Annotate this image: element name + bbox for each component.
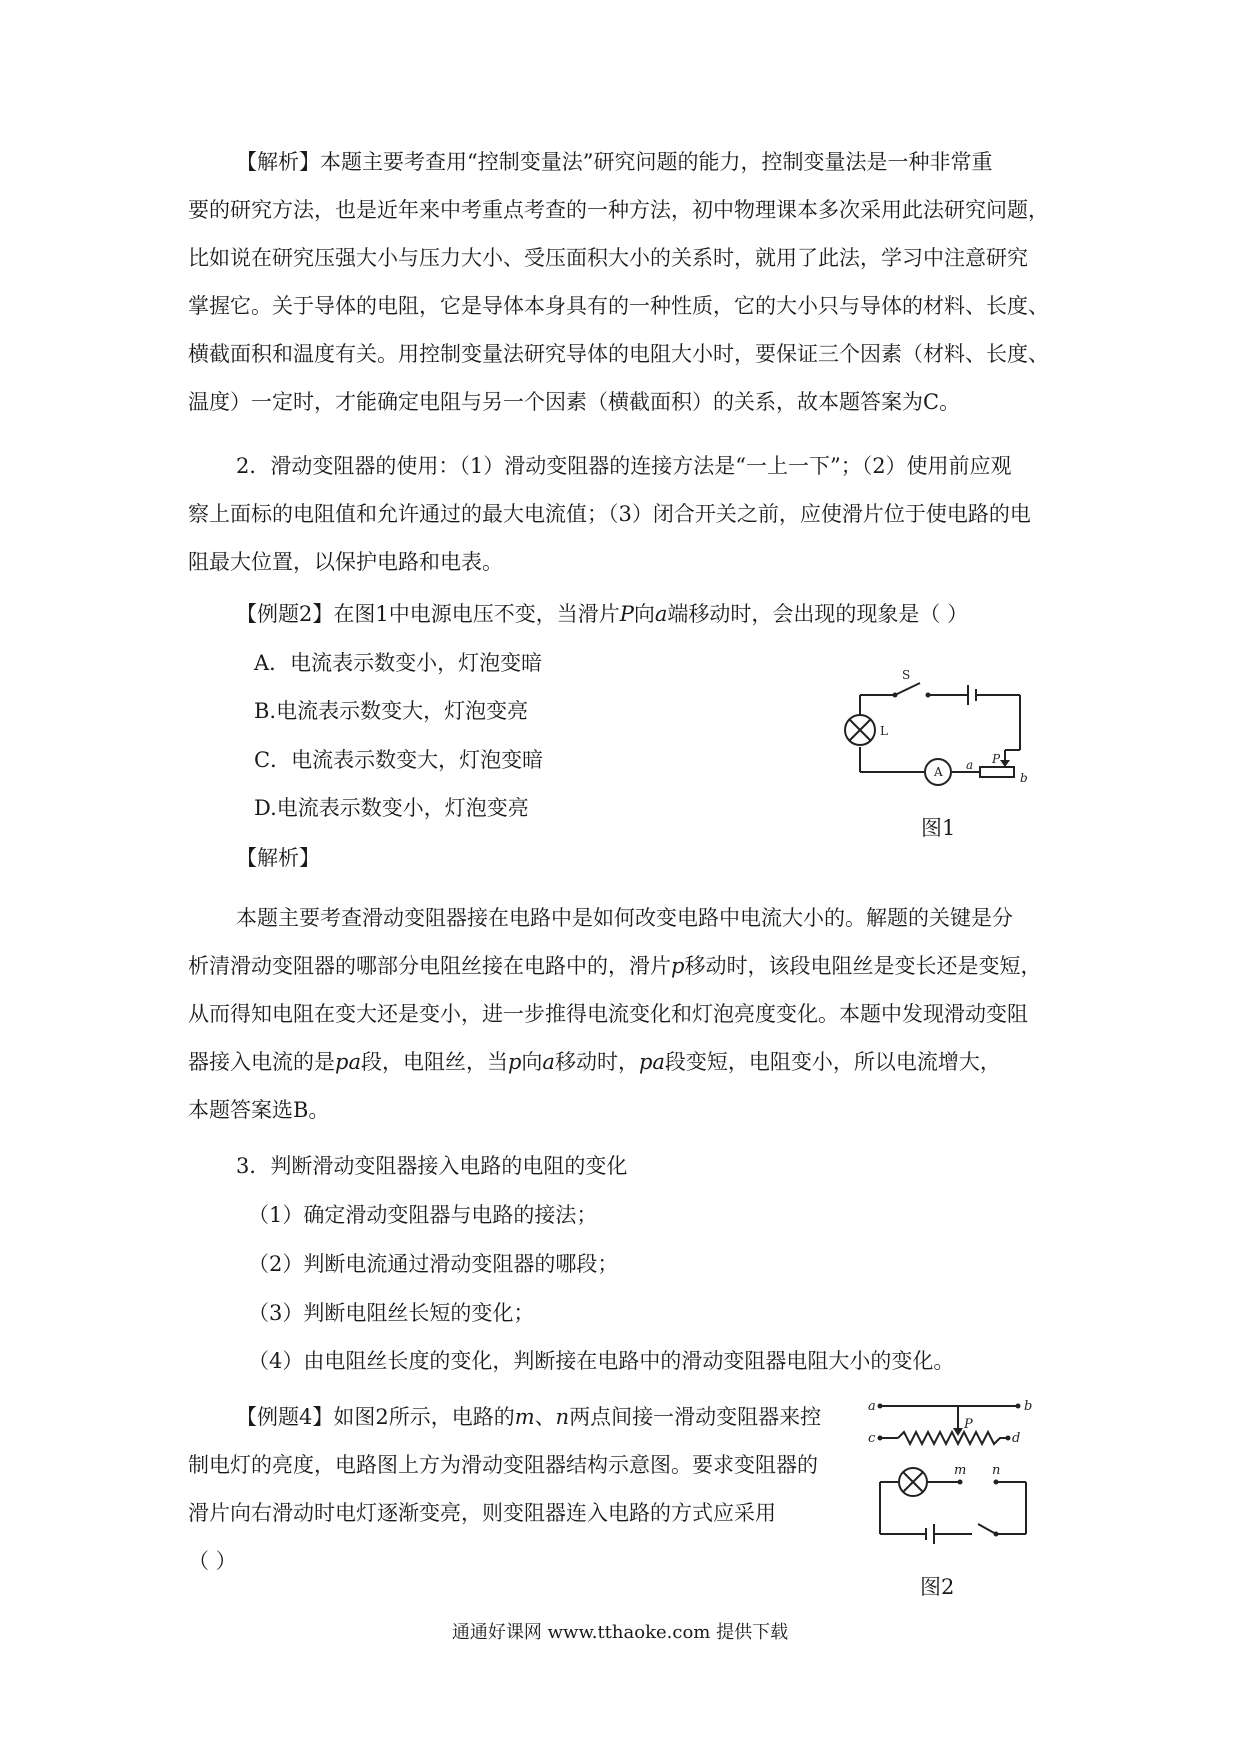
text-line: 阻最大位置，以保护电路和电表。 — [188, 550, 503, 574]
label-m: m — [954, 1463, 967, 1478]
label-p: P — [964, 1417, 973, 1432]
step-2: （2）判断电流通过滑动变阻器的哪段； — [248, 1252, 619, 1276]
text-line: 横截面积和温度有关。用控制变量法研究导体的电阻大小时，要保证三个因素（材料、长度、 — [188, 342, 1049, 366]
figure-2-circuit — [868, 1392, 1048, 1562]
switch-lever — [895, 683, 920, 695]
step-4: （4）由电阻丝长度的变化，判断接在电路中的滑动变阻器电阻大小的变化。 — [248, 1349, 955, 1373]
text-line: 【例题4】如图2所示，电路的m、n两点间接一滑动变阻器来控 — [236, 1405, 822, 1429]
text-line: 察上面标的电阻值和允许通过的最大电流值；（3）闭合开关之前，应使滑片位于使电路的电 — [188, 502, 1031, 526]
figure-2-caption: 图2 — [920, 1575, 955, 1599]
label-l: L — [880, 724, 888, 738]
text-line: 本题答案选B。 — [188, 1098, 330, 1122]
option-a: A．电流表示数变小，灯泡变暗 — [254, 651, 543, 675]
text-line: 比如说在研究压强大小与压力大小、受压面积大小的关系时，就用了此法，学习中注意研究 — [188, 246, 1028, 270]
page-footer: 通通好课网 www.tthaoke.com 提供下载 — [451, 1622, 789, 1643]
label-terminal-b: b — [1020, 771, 1028, 785]
label-p: P — [992, 752, 1001, 766]
analysis-heading: 【解析】 — [236, 846, 320, 870]
text-line: 从而得知电阻在变大还是变小，进一步推得电流变化和灯泡亮度变化。本题中发现滑动变阻 — [188, 1002, 1028, 1026]
option-d: D.电流表示数变小，灯泡变亮 — [254, 796, 529, 820]
text-line: 制电灯的亮度，电路图上方为滑动变阻器结构示意图。要求变阻器的 — [188, 1453, 818, 1477]
section-3-title: 3．判断滑动变阻器接入电路的电阻的变化 — [236, 1154, 628, 1178]
label-a: a — [868, 1399, 876, 1414]
resistance-coil — [898, 1432, 1008, 1444]
label-n: n — [992, 1463, 1001, 1478]
text-line: 2．滑动变阻器的使用：（1）滑动变阻器的连接方法是“一上一下”；（2）使用前应观 — [236, 454, 1012, 478]
text-line: 析清滑动变阻器的哪部分电阻丝接在电路中的，滑片p移动时，该段电阻丝是变长还是变短， — [188, 954, 1042, 978]
text-line: （ ） — [188, 1549, 237, 1573]
switch-lever — [978, 1524, 996, 1534]
rheostat — [980, 767, 1014, 777]
rheostat-usage-paragraph — [188, 442, 1058, 586]
step-3: （3）判断电阻丝长短的变化； — [248, 1301, 535, 1325]
label-c: c — [868, 1431, 876, 1446]
option-b: B.电流表示数变大，灯泡变亮 — [254, 699, 529, 723]
label-d: d — [1012, 1431, 1021, 1446]
example4-question — [188, 1393, 868, 1585]
text-line: 掌握它。关于导体的电阻，它是导体本身具有的一种性质，它的大小只与导体的材料、长度、 — [188, 294, 1049, 318]
text-line: 滑片向右滑动时电灯逐渐变亮，则变阻器连入电路的方式应采用 — [188, 1501, 776, 1525]
label-ammeter: A — [934, 765, 943, 779]
label-terminal-a: a — [966, 758, 974, 772]
step-1: （1）确定滑动变阻器与电路的接法； — [248, 1203, 598, 1227]
text-line: 【解析】本题主要考查用“控制变量法”研究问题的能力，控制变量法是一种非常重 — [236, 150, 993, 174]
figure-1-caption: 图1 — [921, 816, 956, 840]
text-line: 器接入电流的是pa段，电阻丝，当p向a移动时，pa段变短，电阻变小，所以电流增大， — [188, 1050, 1001, 1074]
analysis-paragraph-1 — [188, 138, 1058, 426]
label-s: S — [902, 668, 911, 682]
option-c: C．电流表示数变大，灯泡变暗 — [254, 748, 544, 772]
example2-question: 【例题2】在图1中电源电压不变，当滑片P向a端移动时，会出现的现象是（ ） — [236, 602, 969, 626]
text-line: 本题主要考查滑动变阻器接在电路中是如何改变电路中电流大小的。解题的关键是分 — [236, 906, 1013, 930]
text-line: 温度）一定时，才能确定电阻与另一个因素（横截面积）的关系，故本题答案为C。 — [188, 390, 961, 414]
analysis-paragraph-2 — [188, 894, 1058, 1134]
figure-1-circuit — [840, 665, 1040, 795]
label-b: b — [1024, 1399, 1033, 1414]
text-line: 要的研究方法，也是近年来中考重点考查的一种方法，初中物理课本多次采用此法研究问题， — [188, 198, 1049, 222]
